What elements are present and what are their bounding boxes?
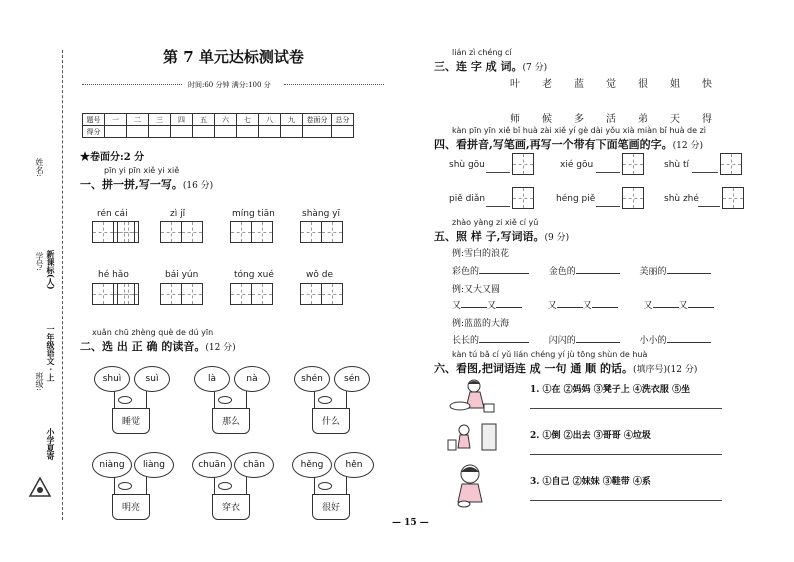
score-cell[interactable] xyxy=(237,126,259,138)
flower-word: 穿衣 xyxy=(212,494,250,520)
sec5-title: 五、照 样 子,写词语。(9 分) xyxy=(434,230,570,243)
connect-char[interactable]: 老 xyxy=(542,79,552,90)
answer-line[interactable] xyxy=(530,500,722,501)
score-head-8: 八 xyxy=(259,114,281,126)
fill-blank[interactable] xyxy=(592,307,618,308)
writing-grid[interactable] xyxy=(300,221,342,243)
fill-blank[interactable] xyxy=(667,273,711,274)
stroke-label: shù zhé xyxy=(664,194,699,204)
reading-option[interactable]: hěn xyxy=(334,452,374,478)
answer-line[interactable] xyxy=(530,454,722,455)
score-cell[interactable] xyxy=(105,126,127,138)
sidebar-class-label: 班级: xyxy=(35,372,44,391)
stroke-blank[interactable] xyxy=(486,206,510,207)
sec1-title: 一、拼一拼,写一写。(16 分) xyxy=(80,178,214,191)
meta-right-dots xyxy=(284,84,384,85)
char-grid[interactable] xyxy=(722,187,743,209)
score-cell[interactable] xyxy=(149,126,171,138)
connect-char[interactable]: 快 xyxy=(702,79,712,90)
fill-row-2: 又 又 又 又 又 又 xyxy=(452,298,714,311)
score-cell[interactable] xyxy=(127,126,149,138)
flower-3 xyxy=(288,366,378,436)
fill-blank[interactable] xyxy=(557,307,583,308)
picture-sister-shoes xyxy=(448,462,492,508)
score-cell[interactable] xyxy=(193,126,215,138)
reading-option[interactable]: chān xyxy=(234,452,274,478)
sidebar-dashed-line xyxy=(62,50,63,520)
sidebar-brand: 小学夏寄 xyxy=(46,428,56,460)
writing-grid[interactable] xyxy=(117,221,138,243)
reading-option[interactable]: hěng xyxy=(292,452,332,478)
connect-char[interactable]: 天 xyxy=(670,114,680,125)
connect-char[interactable]: 得 xyxy=(702,114,712,125)
reading-option[interactable]: là xyxy=(194,366,230,392)
score-head-11: 总分 xyxy=(332,114,354,126)
pinyin-label: bái yún xyxy=(165,270,199,280)
flower-word: 什么 xyxy=(312,408,350,434)
flower-5 xyxy=(188,452,278,522)
reading-option[interactable]: shén xyxy=(294,366,330,392)
connect-char[interactable]: 蓝 xyxy=(574,79,584,90)
page-number: — 15 — xyxy=(392,518,429,528)
fill-blank[interactable] xyxy=(461,307,487,308)
stroke-blank[interactable] xyxy=(596,172,620,173)
fill-blank[interactable] xyxy=(653,307,679,308)
score-head-4: 四 xyxy=(171,114,193,126)
pinyin-label: hé hǎo xyxy=(98,270,129,280)
sec2-title: 二、选 出 正 确 的读音。(12 分) xyxy=(80,340,236,353)
fill-blank[interactable] xyxy=(479,342,529,343)
sec4-pinyin: kàn pīn yīn xiě bǐ huà zài xiě yí gè dài yǒu xià miàn bǐ huà de zì xyxy=(452,126,706,135)
answer-line[interactable] xyxy=(530,408,722,409)
flower-6 xyxy=(288,452,378,522)
fill-row-3: 长长的 闪闪的 小小的 xyxy=(452,333,711,346)
fill-blank[interactable] xyxy=(576,273,620,274)
pinyin-label: tóng xué xyxy=(234,270,274,280)
fill-row-1: 彩色的 金色的 美丽的 xyxy=(452,264,711,277)
flower-word: 那么 xyxy=(212,408,250,434)
char-grid[interactable] xyxy=(512,187,533,209)
stroke-blank[interactable] xyxy=(596,206,620,207)
flower-2 xyxy=(188,366,278,436)
connect-char[interactable]: 觉 xyxy=(606,79,616,90)
reading-option[interactable]: shuì xyxy=(94,366,130,392)
brand-logo-icon xyxy=(28,476,52,498)
connect-char[interactable]: 叶 xyxy=(510,79,520,90)
reading-option[interactable]: chuān xyxy=(192,452,232,478)
stroke-label: piě diǎn xyxy=(449,194,486,204)
char-grid[interactable] xyxy=(720,153,741,175)
picture-mom-washing xyxy=(444,378,500,416)
reading-option[interactable]: liàng xyxy=(134,452,174,478)
sec5-pinyin: zhào yàng zi xiě cí yǔ xyxy=(452,218,539,227)
sec6-title: 六、看图,把词语连 成 一句 通 顺 的话。(填序号)(12 分) xyxy=(434,362,698,375)
fill-blank[interactable] xyxy=(479,273,529,274)
pinyin-label: rén cái xyxy=(97,209,128,219)
connect-char[interactable]: 师 xyxy=(510,114,520,125)
connect-char[interactable]: 弟 xyxy=(638,114,648,125)
connect-char[interactable]: 多 xyxy=(574,114,584,125)
sec3-pinyin: lián zì chéng cí xyxy=(452,48,512,57)
fill-blank[interactable] xyxy=(576,342,620,343)
char-grid[interactable] xyxy=(622,187,643,209)
sec2-pinyin: xuǎn chū zhèng què de dú yīn xyxy=(92,328,214,337)
score-head-2: 二 xyxy=(127,114,149,126)
score-head-9: 九 xyxy=(281,114,303,126)
sec6-pinyin: kàn tú bǎ cí yǔ lián chéng yí jù tōng shùn de huà xyxy=(452,350,648,359)
q3-words: 3. ①自己 ②妹妹 ③鞋带 ④系 xyxy=(530,477,651,487)
page-title: 第 7 单元达标测试卷 xyxy=(163,48,304,66)
writing-grid[interactable] xyxy=(230,221,272,243)
example-1: 例:雪白的浪花 xyxy=(452,249,510,259)
fill-blank[interactable] xyxy=(688,307,714,308)
score-head-6: 六 xyxy=(215,114,237,126)
meta-left-dots xyxy=(82,84,182,85)
char-grid[interactable] xyxy=(512,153,533,175)
q1-words: 1. ①在 ②妈妈 ③凳子上 ④洗衣服 ⑤坐 xyxy=(530,385,691,395)
reading-option[interactable]: niàng xyxy=(92,452,132,478)
score-cell[interactable] xyxy=(303,126,332,138)
pinyin-label: shàng yī xyxy=(302,209,341,219)
stroke-blank[interactable] xyxy=(698,206,720,207)
picture-brother-trash xyxy=(444,420,500,454)
fill-blank[interactable] xyxy=(667,342,711,343)
score-head-1: 一 xyxy=(105,114,127,126)
score-cell[interactable] xyxy=(171,126,193,138)
reading-option[interactable]: nà xyxy=(234,366,270,392)
reading-option[interactable]: suì xyxy=(134,366,170,392)
flower-word: 明亮 xyxy=(112,494,150,520)
writing-grid[interactable] xyxy=(230,283,272,305)
juanmian-score: ★卷面分:2 分 xyxy=(80,152,145,163)
connect-char[interactable]: 活 xyxy=(606,114,616,125)
score-cell[interactable] xyxy=(259,126,281,138)
flower-1 xyxy=(88,366,178,436)
score-cell[interactable] xyxy=(332,126,354,138)
sidebar-grade: 一年级语文 · 上 xyxy=(46,325,56,382)
score-head-0: 题号 xyxy=(83,114,105,126)
example-2: 例:又大又圆 xyxy=(452,285,501,295)
stroke-label: shù tí xyxy=(664,160,689,170)
connect-char[interactable]: 姐 xyxy=(670,79,680,90)
score-head-10: 卷面分 xyxy=(303,114,332,126)
pinyin-label: wǒ de xyxy=(306,270,333,280)
sidebar-edition: 新课标(人) xyxy=(46,250,56,290)
stroke-label: shù gōu xyxy=(449,160,485,170)
score-table xyxy=(82,113,354,138)
sec1-pinyin: pīn yi pīn xiě yi xiě xyxy=(104,166,180,175)
writing-grid[interactable] xyxy=(160,283,202,305)
score-row-label: 得分 xyxy=(83,126,105,138)
score-cell[interactable] xyxy=(281,126,303,138)
writing-grid[interactable] xyxy=(300,283,342,305)
sidebar-name-label: 姓名: xyxy=(35,158,44,177)
connect-char[interactable]: 很 xyxy=(638,79,648,90)
flower-word: 睡觉 xyxy=(112,408,150,434)
sec4-title: 四、看拼音,写笔画,再写一个带有下面笔画的字。(12 分) xyxy=(434,138,704,151)
q2-words: 2. ①倒 ②出去 ③哥哥 ④垃圾 xyxy=(530,431,651,441)
stroke-label: xié gōu xyxy=(560,160,594,170)
score-head-5: 五 xyxy=(193,114,215,126)
pinyin-label: míng tiān xyxy=(232,209,275,219)
reading-option[interactable]: sén xyxy=(334,366,370,392)
stroke-blank[interactable] xyxy=(486,172,510,173)
stroke-blank[interactable] xyxy=(692,172,718,173)
writing-grid[interactable] xyxy=(160,221,202,243)
exam-meta: 时间:60 分钟 满分:100 分 xyxy=(188,81,271,89)
pinyin-label: zì jǐ xyxy=(170,209,186,219)
writing-grid[interactable] xyxy=(117,283,138,305)
score-head-3: 三 xyxy=(149,114,171,126)
connect-char[interactable]: 候 xyxy=(542,114,552,125)
connect-row-2 xyxy=(510,110,712,125)
char-grid[interactable] xyxy=(622,153,643,175)
flower-word: 很好 xyxy=(312,494,350,520)
score-head-7: 七 xyxy=(237,114,259,126)
example-3: 例:蓝蓝的大海 xyxy=(452,319,510,329)
stroke-label: héng piě xyxy=(556,194,596,204)
flower-4 xyxy=(88,452,178,522)
score-cell[interactable] xyxy=(215,126,237,138)
fill-blank[interactable] xyxy=(496,307,522,308)
sec3-title: 三、连 字 成 词。(7 分) xyxy=(434,60,548,73)
connect-row-1 xyxy=(510,75,712,90)
sidebar-number-label: 学号: xyxy=(35,252,44,271)
